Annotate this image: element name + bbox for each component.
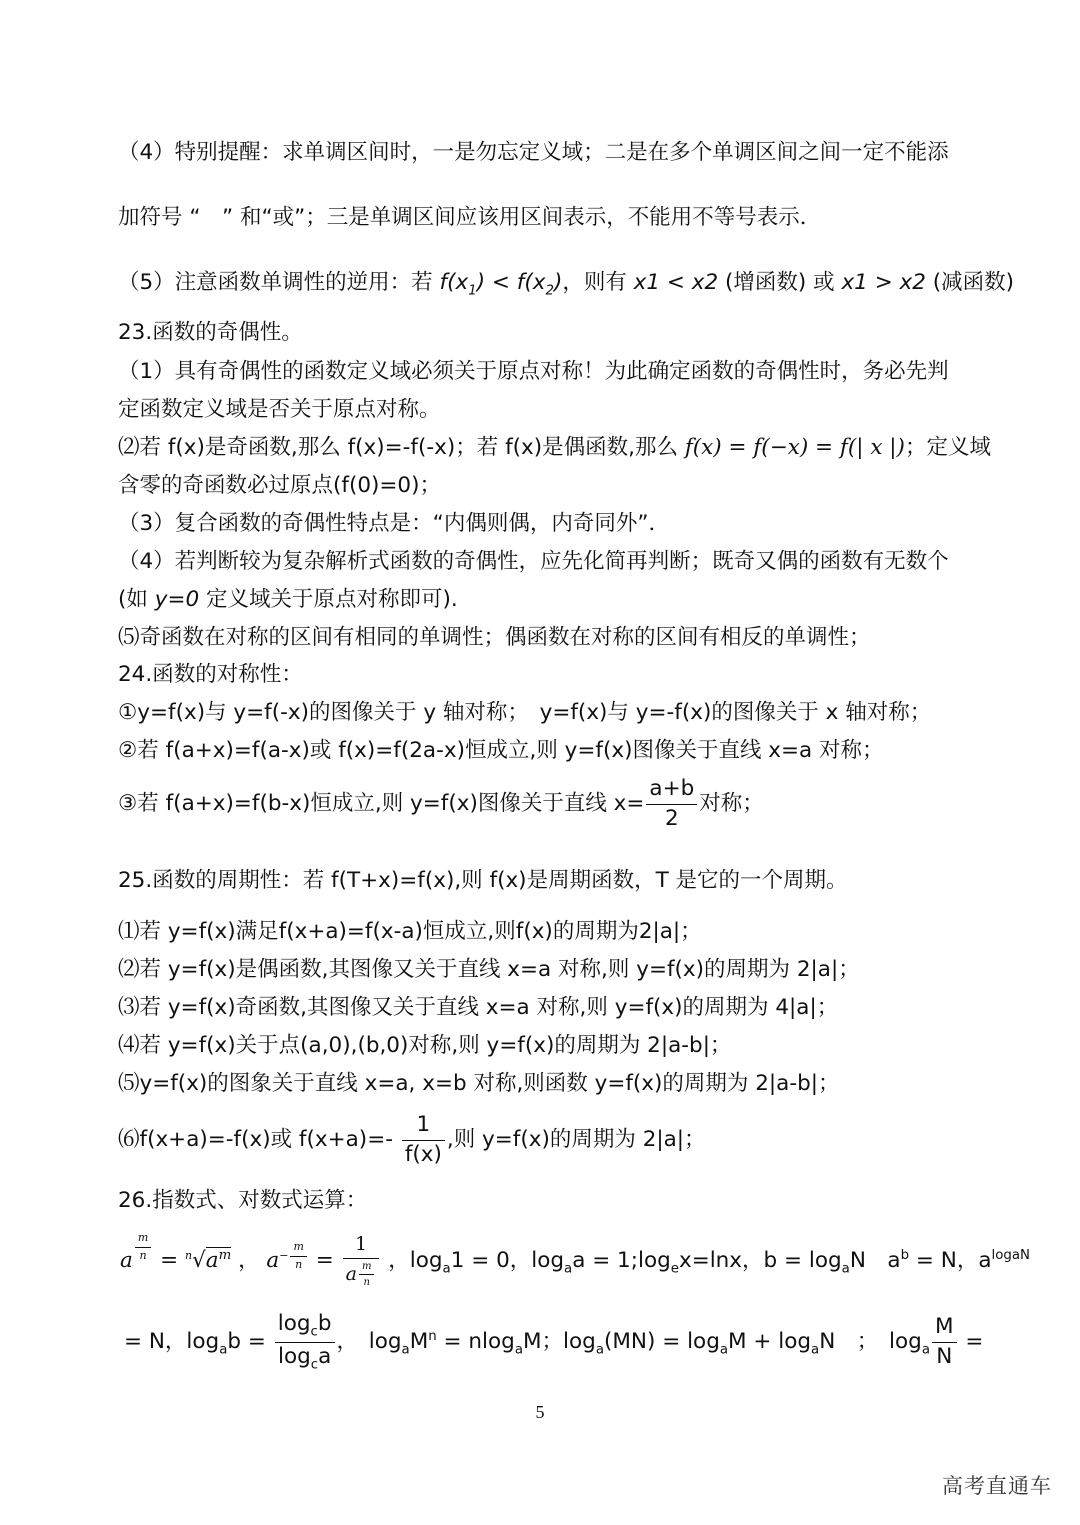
section-heading: 23.函数的奇偶性。	[118, 320, 303, 345]
math-inline: $a^{- \frac{m}{n}}$ = 1 a $\frac{m}{n}$	[266, 1248, 381, 1273]
text-segment: (如	[118, 587, 155, 612]
text-line: （4）特别提醒：求单调区间时，一是勿忘定义域；二是在多个单调区间之间一定不能添	[118, 140, 949, 165]
text-line: ⑵若 y=f(x)是偶函数,其图像又关于直线 x=a 对称,则 y=f(x)的周期为 2|a|；	[118, 957, 860, 982]
text-segment: ⑹f(x+a)=-f(x)或 f(x+a)=-	[118, 1127, 400, 1152]
text-segment: (增函数) 或	[718, 270, 842, 295]
math-inline: x1 < x2	[633, 270, 719, 295]
section-heading: 24.函数的对称性：	[118, 662, 303, 687]
text-segment: ,则 y=f(x)的周期为 2|a|；	[446, 1127, 706, 1152]
text-line: ⑶若 y=f(x)奇函数,其图像又关于直线 x=a 对称,则 y=f(x)的周期为 4|a|；	[118, 995, 839, 1020]
math-inline: $f(x_1) < f(x_2)$	[439, 270, 563, 299]
text-line	[118, 585, 458, 615]
text-line: （1）具有奇偶性的函数定义域必须关于原点对称！为此确定函数的奇偶性时，务必先判	[118, 359, 949, 384]
math-inline: f(x) = f(−x) = f(| x |)	[684, 435, 905, 460]
fraction-numerator: 1	[402, 1113, 445, 1141]
text-segment: (减函数)	[925, 270, 1015, 295]
fraction-numerator: a+b	[646, 777, 697, 805]
text-segment: ，	[231, 1248, 260, 1274]
text-line: 含零的奇函数必过原点(f(0)=0)；	[118, 473, 441, 498]
fraction	[646, 777, 697, 831]
text-line: （3）复合函数的奇偶性特点是：“内偶则偶，内奇同外”．	[118, 511, 670, 536]
text-segment: ；定义域	[904, 435, 991, 460]
section-heading: 25.函数的周期性：若 f(T+x)=f(x),则 f(x)是周期函数，T 是它的一个周期。	[118, 868, 848, 893]
text-line	[118, 776, 764, 832]
fraction-denominator: f(x)	[404, 1141, 442, 1167]
text-segment: ③若 f(a+x)=f(b-x)恒成立,则 y=f(x)图像关于直线 x=	[118, 791, 645, 816]
text-line: ⑷若 y=f(x)关于点(a,0),(b,0)对称,则 y=f(x)的周期为 2|a-b|；	[118, 1033, 732, 1058]
math-inline: a $^{\frac{m}{n}}$ = $^n√a^m$	[120, 1231, 232, 1274]
text-line	[118, 1110, 706, 1170]
text-line: ⑸y=f(x)的图象关于直线 x=a, x=b 对称,则函数 y=f(x)的周期为 2|a-b|；	[118, 1071, 840, 1096]
formula-line: a $^{\frac{m}{n}}$ = $^n√a^m$ ， $a^{- \frac{m}{n}}$ = 1 a $\frac{m}{n}$ ，$\log_a1 = 0$，$\log_aa$ = $1;\log_ex=\ln x$，$b = \log_aN$ $a^b = N$，$a^{logaN}$	[120, 1231, 1030, 1289]
text-line: ①y=f(x)与 y=f(-x)的图像关于 y 轴对称； y=f(x)与 y=-f(x)的图像关于 x 轴对称；	[118, 700, 932, 725]
text-line: ⑸奇函数在对称的区间有相同的单调性；偶函数在对称的区间有相反的单调性；	[118, 625, 871, 650]
math-inline: y=0	[154, 587, 200, 612]
fraction: $\frac{\log_cb}{\log_ca}$	[275, 1312, 335, 1372]
text-line	[118, 433, 991, 463]
text-segment: 定义域关于原点对称即可).	[199, 587, 458, 612]
fraction: $\frac{M}{N}$	[932, 1315, 957, 1369]
text-line: 加符号 “ ” 和“或”；三是单调区间应该用区间表示，不能用不等号表示．	[118, 205, 822, 230]
section-heading: 26.指数式、对数式运算：	[118, 1188, 368, 1213]
text-line: ⑴若 y=f(x)满足f(x+a)=f(x-a)恒成立,则f(x)的周期为2|a|；	[118, 919, 702, 944]
text-segment: 对称；	[699, 791, 764, 816]
text-line: 定函数定义域是否关于原点对称。	[118, 397, 441, 422]
text-segment: ，则有	[562, 270, 634, 295]
fraction	[402, 1113, 445, 1167]
formula-line: = N，$\log_ab$ = $\frac{\log_cb}{\log_ca}$ ， $\log_aM^n = nlog_aM$；$\log_a(MN) = \log_aM + \log_aN$ ； $\log_a$ $\frac{M}{N}$ =	[124, 1311, 984, 1372]
text-segment: ，log	[381, 1248, 443, 1274]
text-line	[118, 268, 1014, 306]
fraction-denominator: 2	[664, 805, 679, 831]
text-segment: （5）注意函数单调性的逆用：若	[118, 270, 440, 295]
text-line: ②若 f(a+x)=f(a-x)或 f(x)=f(2a-x)恒成立,则 y=f(x)图像关于直线 x=a 对称；	[118, 738, 884, 763]
watermark: 高考直通车	[942, 1474, 1052, 1498]
page-number: 5	[535, 1402, 545, 1422]
text-segment: ⑵若 f(x)是奇函数,那么 f(x)=-f(-x)；若 f(x)是偶函数,那么	[118, 435, 685, 460]
math-inline: x1 > x2	[841, 270, 926, 295]
text-line: （4）若判断较为复杂解析式函数的奇偶性，应先化简再判断；既奇又偶的函数有无数个	[118, 549, 949, 574]
